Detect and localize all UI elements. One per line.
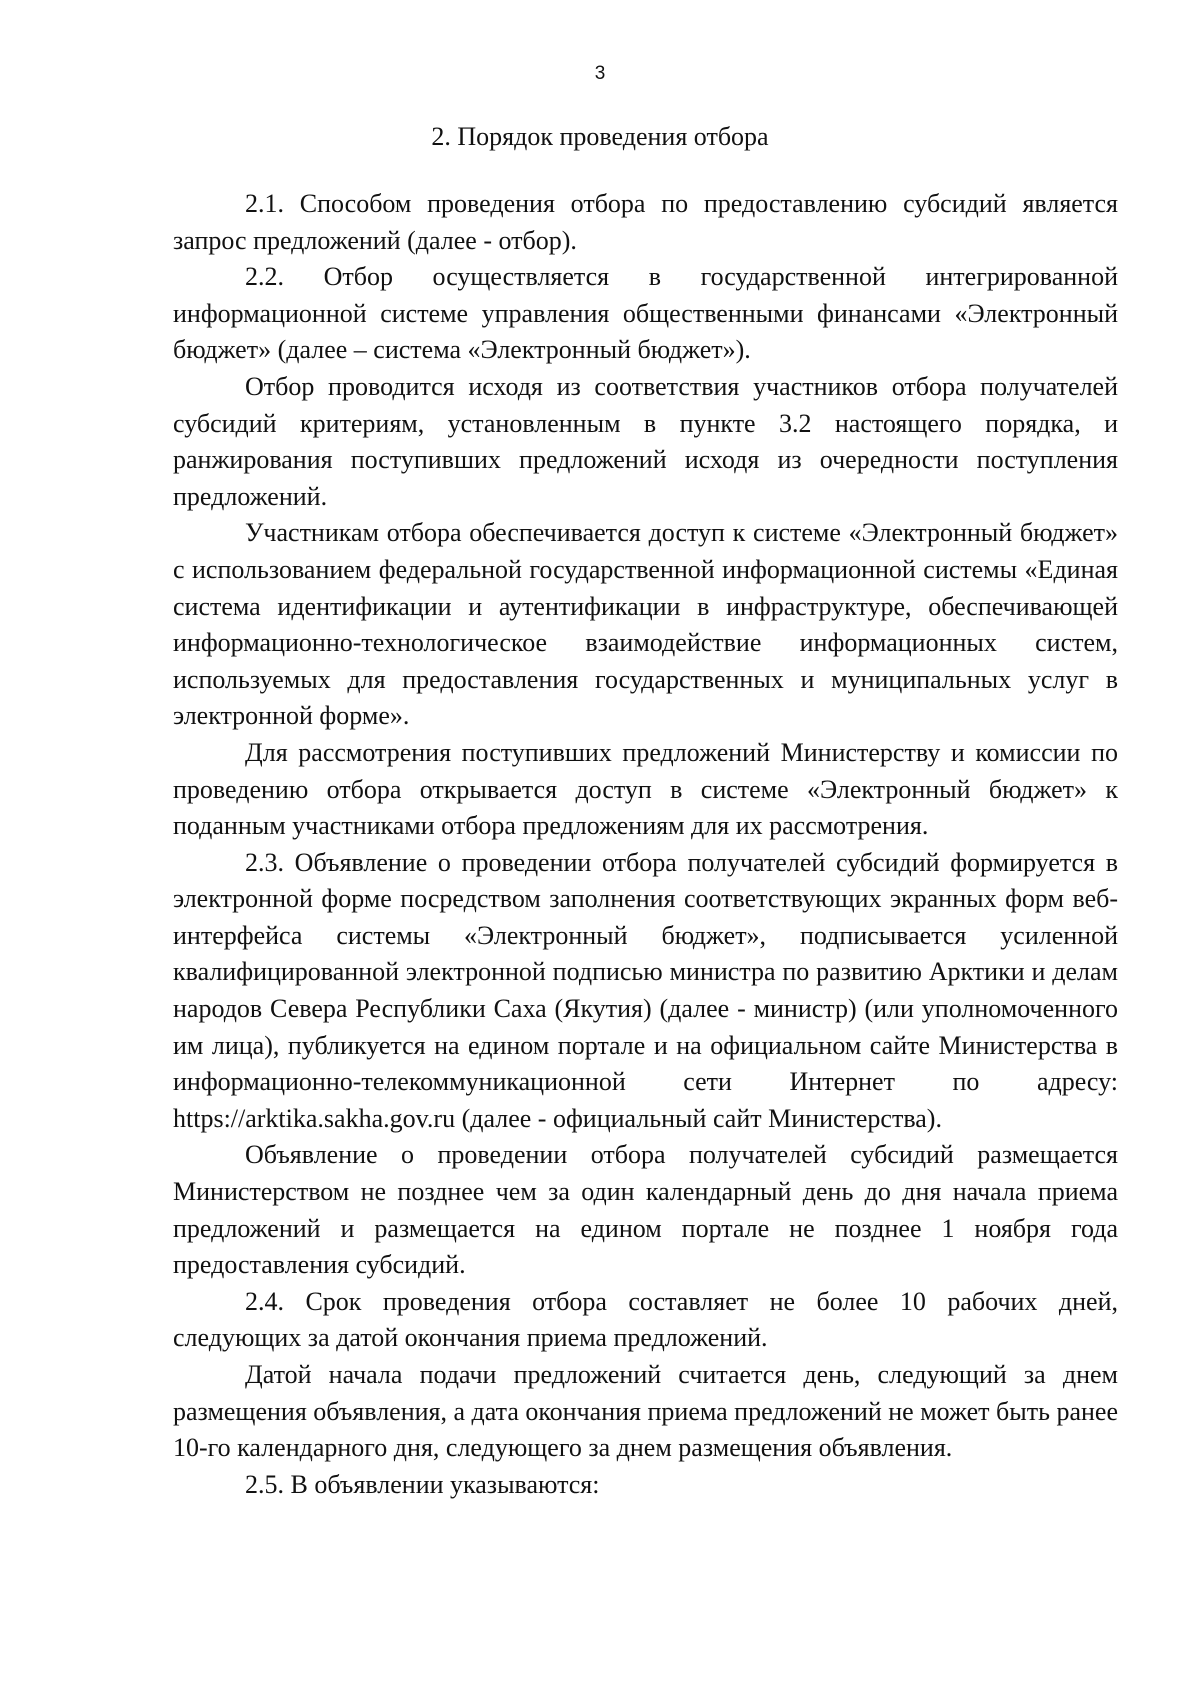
- paragraph-2-2: 2.2. Отбор осуществляется в государственной интегрированной информационной системе управления общественными финансами «Электронный бюджет» (далее – система «Электронный бюджет»).: [173, 262, 1118, 365]
- paragraph-selection-basis: Отбор проводится исходя из соответствия участников отбора получателей субсидий критериям, установленным в пункте 3.2 настоящего порядка, и ранжирования поступивших предложений исходя из очередности поступления предложений.: [173, 371, 1118, 511]
- paragraph-2-3: 2.3. Объявление о проведении отбора получателей субсидий формируется в электронной форме посредством заполнения соответствующих экранных форм веб-интерфейса системы «Электронный бюджет», подписывается усиленной квалифицированной электронной подписью министра по развитию Арктики и делам народов Севера Республики Саха (Якутия) (далее - министр) (или уполномоченного им лица), публикуется на едином портале и на официальном сайте Министерства в информационно-телекоммуникационной сети Интернет по адресу: https://arktika.sakha.gov.ru (далее - официальный сайт Министерства).: [173, 847, 1118, 1133]
- page-number: 3: [594, 63, 606, 84]
- body-text: [173, 186, 1118, 1503]
- paragraph-submission-dates: Датой начала подачи предложений считается день, следующий за днем размещения объявления, а дата окончания приема предложений не может быть ранее 10-го календарного дня, следующего за днем размещения объявления.: [173, 1360, 1118, 1463]
- paragraph-announcement-placement: Объявление о проведении отбора получателей субсидий размещается Министерством не позднее чем за один календарный день до дня начала приема предложений и размещается на едином портале не позднее 1 ноября года предоставления субсидий.: [173, 1140, 1118, 1280]
- paragraph-participant-access: Участникам отбора обеспечивается доступ к системе «Электронный бюджет» с использованием федеральной государственной информационной системы «Единая система идентификации и аутентификации в инфраструктуре, обеспечивающей информационно-технологическое взаимодействие информационных систем, используемых для предоставления государственных и муниципальных услуг в электронной форме».: [173, 518, 1118, 731]
- paragraph-2-1: 2.1. Способом проведения отбора по предоставлению субсидий является запрос предложений (далее - отбор).: [173, 189, 1118, 255]
- section-title: 2. Порядок проведения отбора: [431, 122, 769, 151]
- paragraph-ministry-access: Для рассмотрения поступивших предложений Министерству и комиссии по проведению отбора открывается доступ в системе «Электронный бюджет» к поданным участниками отбора предложениям для их рассмотрения.: [173, 737, 1118, 841]
- paragraph-2-5: 2.5. В объявлении указываются:: [245, 1469, 600, 1499]
- paragraph-2-4: 2.4. Срок проведения отбора составляет не более 10 рабочих дней, следующих за датой окончания приема предложений.: [173, 1286, 1118, 1353]
